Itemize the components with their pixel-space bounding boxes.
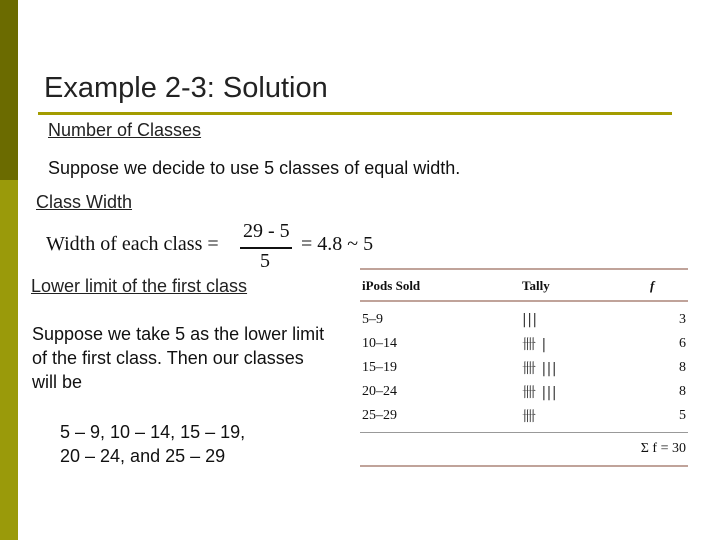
row-frequency: 6 xyxy=(679,336,686,351)
formula-numerator: 29 - 5 xyxy=(243,220,290,242)
row-tally: 卌 | xyxy=(522,337,547,353)
frequency-table xyxy=(360,268,688,467)
row-frequency: 8 xyxy=(679,360,686,375)
row-tally: 卌 ||| xyxy=(522,385,558,401)
slide-title: Example 2-3: Solution xyxy=(44,72,328,104)
row-class: 20–24 xyxy=(362,384,397,399)
fraction-bar xyxy=(240,247,292,249)
text-class-list-line2: 20 – 24, and 25 – 29 xyxy=(60,446,226,466)
row-tally: 卌 ||| xyxy=(522,361,558,377)
row-frequency: 8 xyxy=(679,384,686,399)
row-tally: ||| xyxy=(522,312,538,328)
text-number-of-classes: Suppose we decide to use 5 classes of equal width. xyxy=(48,158,461,178)
row-frequency: 5 xyxy=(650,404,688,433)
header-ipods-sold: iPods Sold xyxy=(360,269,522,301)
heading-lower-limit: Lower limit of the first class xyxy=(31,276,248,296)
table-row xyxy=(360,332,688,356)
class-width-formula xyxy=(46,220,386,270)
text-lower-limit: Suppose we take 5 as the lower limit of the first class. Then our classes will be xyxy=(32,324,325,392)
formula-denominator: 5 xyxy=(260,250,270,272)
table-row xyxy=(360,356,688,380)
formula-result: = 4.8 ~ 5 xyxy=(301,233,374,255)
table-row xyxy=(360,380,688,404)
total-frequency: Σ f = 30 xyxy=(360,433,688,467)
table-row xyxy=(360,404,688,433)
row-frequency: 3 xyxy=(679,312,686,327)
row-class: 10–14 xyxy=(362,336,397,351)
row-tally: 卌 xyxy=(522,404,650,433)
table-row xyxy=(360,301,688,332)
row-class: 5–9 xyxy=(362,312,383,327)
header-tally: Tally xyxy=(522,269,650,301)
row-class: 15–19 xyxy=(362,360,397,375)
heading-class-width: Class Width xyxy=(36,192,133,212)
row-class: 25–29 xyxy=(360,404,522,433)
header-f: f xyxy=(650,269,688,301)
sidebar-accent-light xyxy=(0,180,18,540)
table-header-row xyxy=(360,269,688,301)
table-total-row xyxy=(360,433,688,467)
formula-label: Width of each class = xyxy=(46,233,219,255)
sidebar-accent-dark xyxy=(0,0,18,180)
text-class-list-line1: 5 – 9, 10 – 14, 15 – 19, xyxy=(60,422,246,442)
heading-number-of-classes: Number of Classes xyxy=(48,120,202,140)
title-divider xyxy=(38,112,672,115)
